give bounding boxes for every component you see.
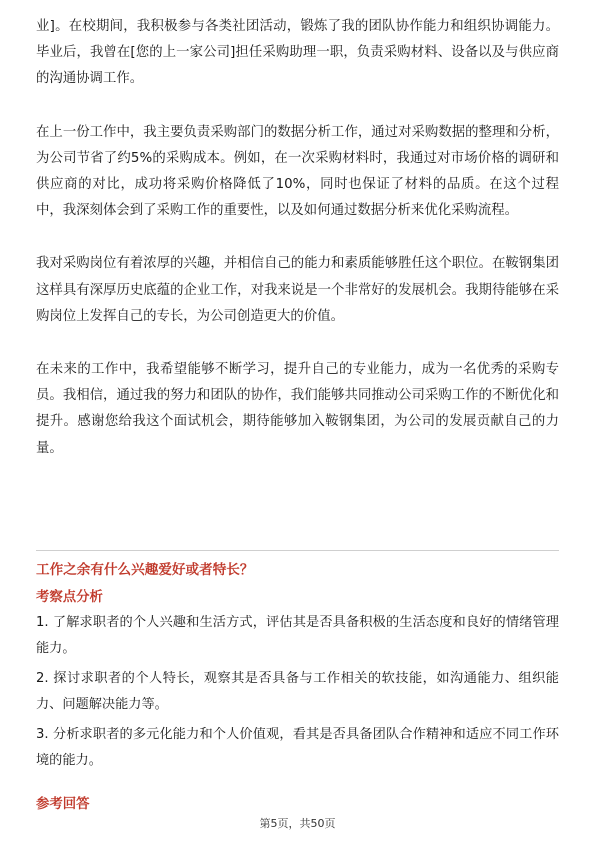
- section-divider: [36, 550, 559, 551]
- answer-paragraph-1: 业]。在校期间，我积极参与各类社团活动，锻炼了我的团队协作能力和组织协调能力。毕业后，我曾在[您的上一家公司]担任采购助理一职，负责采购材料、设备以及与供应商的沟通协调工作。: [36, 19, 559, 87]
- analysis-heading: 考察点分析: [36, 590, 103, 605]
- question-title: 工作之余有什么兴趣爱好或者特长？: [36, 562, 254, 578]
- answer-paragraph-3: 我对采购岗位有着浓厚的兴趣，并相信自己的能力和素质能够胜任这个职位。在鞍钢集团这样具有深厚历史底蕴的企业工作，对我来说是一个非常好的发展机会。我期待能够在采购岗位上发挥自己的专长，为公司创造更大的价值。: [36, 256, 559, 324]
- page-footer: 第5页，共50页: [259, 817, 336, 830]
- analysis-point-2: 2. 探讨求职者的个人特长，观察其是否具备与工作相关的软技能，如沟通能力、组织能力、问题解决能力等。: [36, 671, 559, 712]
- answer-paragraph-4: 在未来的工作中，我希望能够不断学习，提升自己的专业能力，成为一名优秀的采购专员。我相信，通过我的努力和团队的协作，我们能够共同推动公司采购工作的不断优化和提升。感谢您给我这个面试机会，期待能够加入鞍钢集团，为公司的发展贡献自己的力量。: [36, 362, 559, 456]
- answer-paragraph-2: 在上一份工作中，我主要负责采购部门的数据分析工作，通过对采购数据的整理和分析，为公司节省了约5%的采购成本。例如，在一次采购材料时，我通过对市场价格的调研和供应商的对比，成功将采购价格降低了10%，同时也保证了材料的品质。在这个过程中，我深刻体会到了采购工作的重要性，以及如何通过数据分析来优化采购流程。: [36, 124, 559, 219]
- analysis-point-1: 1. 了解求职者的个人兴趣和生活方式，评估其是否具备积极的生活态度和良好的情绪管理能力。: [36, 615, 559, 656]
- reference-heading: 参考回答: [36, 797, 90, 812]
- analysis-point-3: 3. 分析求职者的多元化能力和个人价值观，看其是否具备团队合作精神和适应不同工作环境的能力。: [36, 727, 559, 768]
- question-section: [36, 558, 559, 779]
- answer-body: [36, 14, 559, 462]
